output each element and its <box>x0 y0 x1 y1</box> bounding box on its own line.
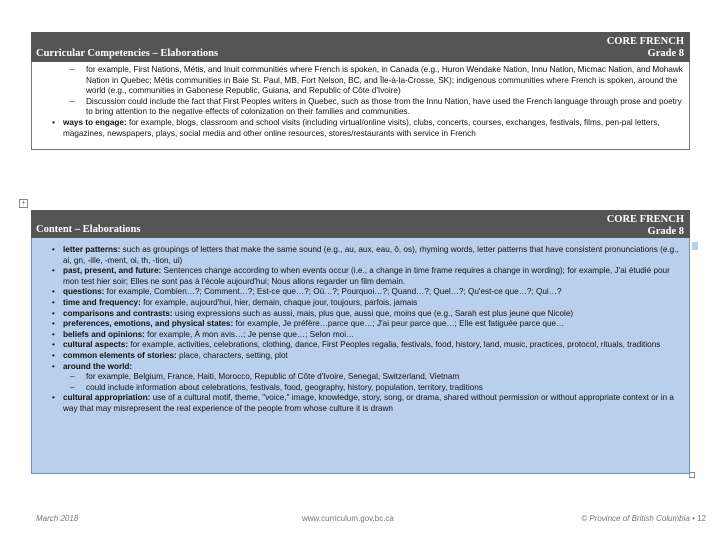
course-title: CORE FRENCH <box>606 36 684 47</box>
list-item: • around the world: <box>32 362 685 373</box>
competencies-header <box>31 32 690 62</box>
course-grade <box>607 214 684 238</box>
footer-date: March 2018 <box>36 514 79 523</box>
table-resize-handle[interactable] <box>689 472 695 478</box>
list-item: – for example, First Nations, Métis, and Inuit communities where French is spoken, in Canada (e.g., Huron Wendake Nation, Innu Nation, Micmac Nation, and Mohawk Nation in Quebec; Métis communities in Baie St. Paul, MB, Fort Nelson, BC, and Île-à-la-Crosse, SK); indigenous communities where French is spoken, around the world (e.g., communities in Gabonese Republic, Guiana, and Republic of Côte d'Ivoire) <box>32 65 685 97</box>
grade-label: Grade 8 <box>647 48 684 59</box>
table-move-handle-icon[interactable]: + <box>19 199 28 208</box>
content-body <box>31 238 690 474</box>
list-item: • comparisons and contrasts: using expressions such as aussi, mais, plus que, aussi que, moins que (e.g., Sarah est plus jeune que Nicole) <box>32 309 685 320</box>
list-item: • cultural aspects: for example, activities, celebrations, clothing, dance, First Peoples regalia, festivals, food, history, land, music, practices, protocol, rituals, traditions <box>32 340 685 351</box>
list-item: • past, present, and future: Sentences change according to when events occur (i.e., a change in time frame requires a change in wording); for example, J'ai étudié pour mon test hier soir; Elles ne sont pas à l'école aujourd'hui; Nous allons regarder un film demain. <box>32 266 685 287</box>
list-item: • preferences, emotions, and physical states: for example, Je préfère…parce que…; J'ai peur parce que…; Elle est fatiguée parce que… <box>32 319 685 330</box>
list-item: – for example, Belgium, France, Haiti, Morocco, Republic of Côte d'Ivoire, Senegal, Switzerland, Vietnam <box>32 372 685 383</box>
list-item: – could include information about celebrations, festivals, food, geography, history, population, territory, traditions <box>32 383 685 394</box>
list-item: • time and frequency: for example, aujourd'hui, hier, demain, chaque jour, toujours, parfois, jamais <box>32 298 685 309</box>
list-item: • ways to engage: for example, blogs, classroom and school visits (including virtual/online visits), clubs, concerts, courses, exchanges, festivals, films, pen-pal letters, magazines, newspapers, plays, social media and other online resources, stores/restaurants with service in French <box>32 118 685 139</box>
content-header <box>31 210 690 238</box>
section-title: Curricular Competencies – Elaborations <box>36 48 219 59</box>
grade-label: Grade 8 <box>647 226 684 237</box>
table-edge-marker <box>692 242 698 250</box>
competencies-body <box>31 62 690 150</box>
list-item: • letter patterns: such as groupings of letters that make the same sound (e.g., au, aux, eau, ô, os), rhyming words, letter patterns that have consistent pronunciations (e.g., ai, gn, -ille, -ment, oi, th, -tion, ui) <box>32 245 685 266</box>
page-number: • 12 <box>692 514 706 523</box>
list-item: – Discussion could include the fact that First Peoples writers in Quebec, such as those from the Innu Nation, have used the French language through prose and poetry to bring attention to the negative effects of colonization on their families and communities. <box>32 97 685 118</box>
footer-copyright <box>581 514 706 523</box>
list-item: • questions: for example, Combien…?; Comment…?; Est-ce que…?; Où…?; Pourquoi…?; Quand…?; Quel…?; Qu'est-ce que…?; Qui…? <box>32 287 685 298</box>
list-item: • cultural appropriation: use of a cultural motif, theme, "voice," image, knowledge, story, song, or drama, shared without permission or without appropriate context or in a way that may misrepresent the real experience of the people from whose culture it is drawn <box>32 393 685 414</box>
footer-url: www.curriculum.gov.bc.ca <box>302 514 394 523</box>
course-grade <box>607 36 684 60</box>
content-table <box>31 210 690 474</box>
course-title: CORE FRENCH <box>606 214 684 225</box>
list-item: • common elements of stories: place, characters, setting, plot <box>32 351 685 362</box>
list-item: • beliefs and opinions: for example, À mon avis…; Je pense que…; Selon moi… <box>32 330 685 341</box>
section-title: Content – Elaborations <box>36 224 141 235</box>
competencies-table <box>31 32 690 150</box>
copyright-text: © Province of British Columbia <box>581 514 690 523</box>
